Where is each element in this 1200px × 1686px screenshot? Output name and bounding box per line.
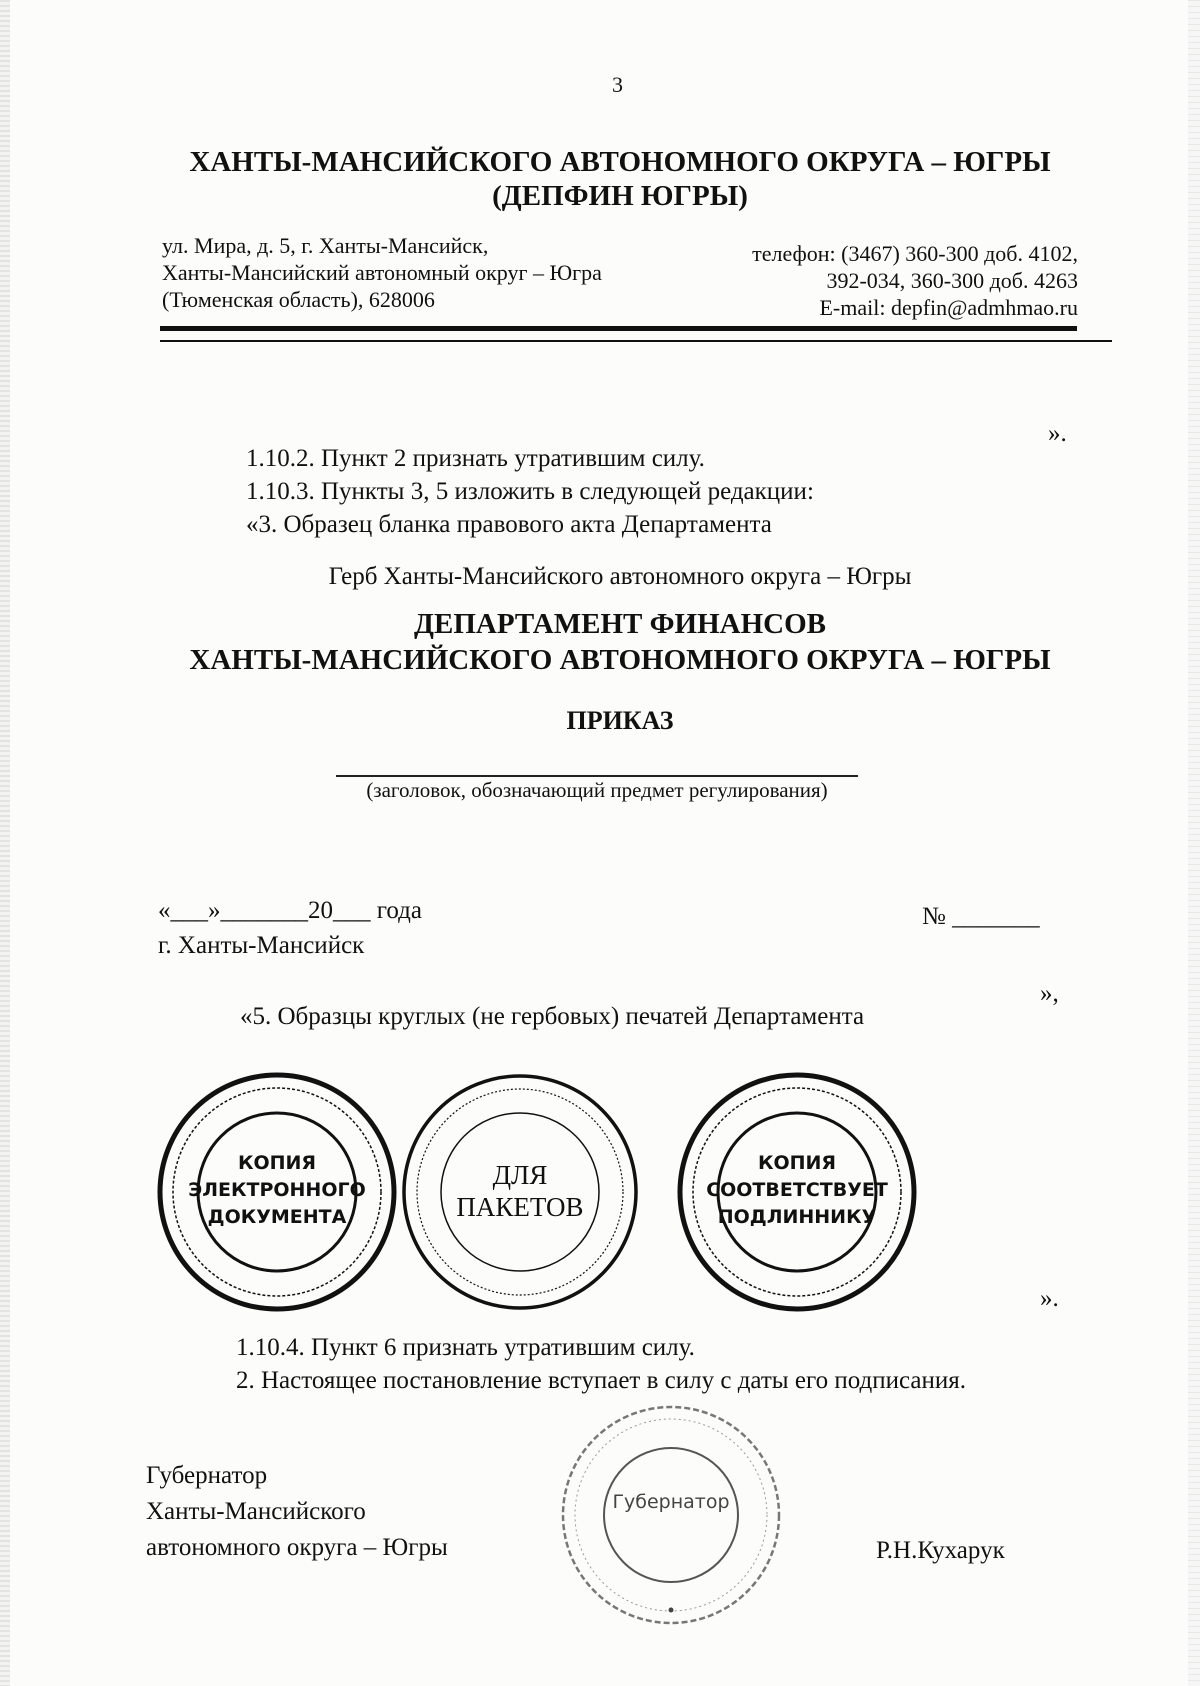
signatory-name: Р.Н.Кухарук xyxy=(876,1537,1005,1564)
dept-title-line-2: ХАНТЫ-МАНСИЙСКОГО АВТОНОМНОГО ОКРУГА – ЮГРЫ xyxy=(189,644,1051,676)
stamp-1-line-1: КОПИЯ xyxy=(237,1152,317,1174)
signature-title-line-2: Ханты-Мансийского xyxy=(146,1498,366,1525)
stamp-1-line-2: ЭЛЕКТРОННОГО xyxy=(188,1179,366,1201)
stamp-for-packages xyxy=(400,1072,640,1312)
signature-title xyxy=(146,1458,448,1566)
header-line-2: (ДЕПФИН ЮГРЫ) xyxy=(492,180,748,212)
close-quote-1: ». xyxy=(1048,420,1067,447)
header-rule-thick xyxy=(160,326,1077,331)
governor-seal xyxy=(556,1400,786,1630)
item-1-10-3: 1.10.3. Пункты 3, 5 изложить в следующей редакции: xyxy=(246,478,814,505)
stamp-true-copy xyxy=(675,1072,919,1312)
round-seal-icon xyxy=(400,1072,640,1312)
date-line: «___»_______20___ года xyxy=(158,897,422,924)
dept-title-line-1: ДЕПАРТАМЕНТ ФИНАНСОВ xyxy=(414,608,826,640)
signature-title-line-1: Губернатор xyxy=(146,1462,268,1489)
phone-line-1: телефон: (3467) 360-300 доб. 4102, xyxy=(752,241,1078,266)
address-line-1: ул. Мира, д. 5, г. Ханты-Мансийск, xyxy=(162,233,489,258)
item-1-10-4: 1.10.4. Пункт 6 признать утратившим силу. xyxy=(236,1334,695,1361)
stamp-1-line-3: ДОКУМЕНТА xyxy=(207,1206,347,1228)
scan-edge-left xyxy=(0,0,10,1686)
header-rule-thin xyxy=(160,340,1112,342)
address-block xyxy=(162,232,602,313)
address-line-2: Ханты-Мансийский автономный округ – Югра xyxy=(162,260,602,285)
item-3: «3. Образец бланка правового акта Департамента xyxy=(246,511,772,538)
stamp-2-line-2: ПАКЕТОВ xyxy=(456,1192,584,1222)
stamp-3-line-2: СООТВЕТСТВУЕТ xyxy=(706,1179,888,1201)
heading-hint: (заголовок, обозначающий предмет регулирования) xyxy=(366,778,828,802)
close-quote-3: ». xyxy=(1040,1285,1059,1312)
number-line: № _______ xyxy=(922,903,1040,930)
order-title: ПРИКАЗ xyxy=(566,706,674,735)
governor-seal-text: Губернатор xyxy=(612,1491,730,1513)
scan-edge-right xyxy=(1188,0,1200,1686)
header-line-1: ХАНТЫ-МАНСИЙСКОГО АВТОНОМНОГО ОКРУГА – ЮГРЫ xyxy=(189,146,1051,178)
round-seal-icon xyxy=(155,1072,399,1312)
item-5: «5. Образцы круглых (не гербовых) печатей Департамента xyxy=(240,1003,865,1030)
signature-title-line-3: автономного округа – Югры xyxy=(146,1534,448,1561)
email-line: E-mail: depfin@admhmao.ru xyxy=(819,295,1078,320)
heading-blank-line xyxy=(336,775,858,777)
phone-line-2: 392-034, 360-300 доб. 4263 xyxy=(826,268,1078,293)
close-quote-2: », xyxy=(1040,980,1059,1007)
item-2: 2. Настоящее постановление вступает в силу с даты его подписания. xyxy=(236,1367,966,1394)
city-line: г. Ханты-Мансийск xyxy=(158,932,365,959)
stamp-electronic-copy xyxy=(155,1072,399,1312)
page-number: 3 xyxy=(612,72,623,97)
item-1-10-2: 1.10.2. Пункт 2 признать утратившим силу. xyxy=(246,445,705,472)
stamp-2-line-1: ДЛЯ xyxy=(492,1160,548,1190)
round-seal-icon xyxy=(675,1072,919,1312)
governor-seal-icon xyxy=(556,1400,786,1630)
address-line-3: (Тюменская область), 628006 xyxy=(162,287,435,312)
stamp-3-line-1: КОПИЯ xyxy=(757,1152,837,1174)
coat-of-arms-caption: Герб Ханты-Мансийского автономного округа – Югры xyxy=(328,563,912,590)
contacts-block xyxy=(752,240,1078,321)
stamp-3-line-3: ПОДЛИННИКУ xyxy=(717,1206,877,1228)
